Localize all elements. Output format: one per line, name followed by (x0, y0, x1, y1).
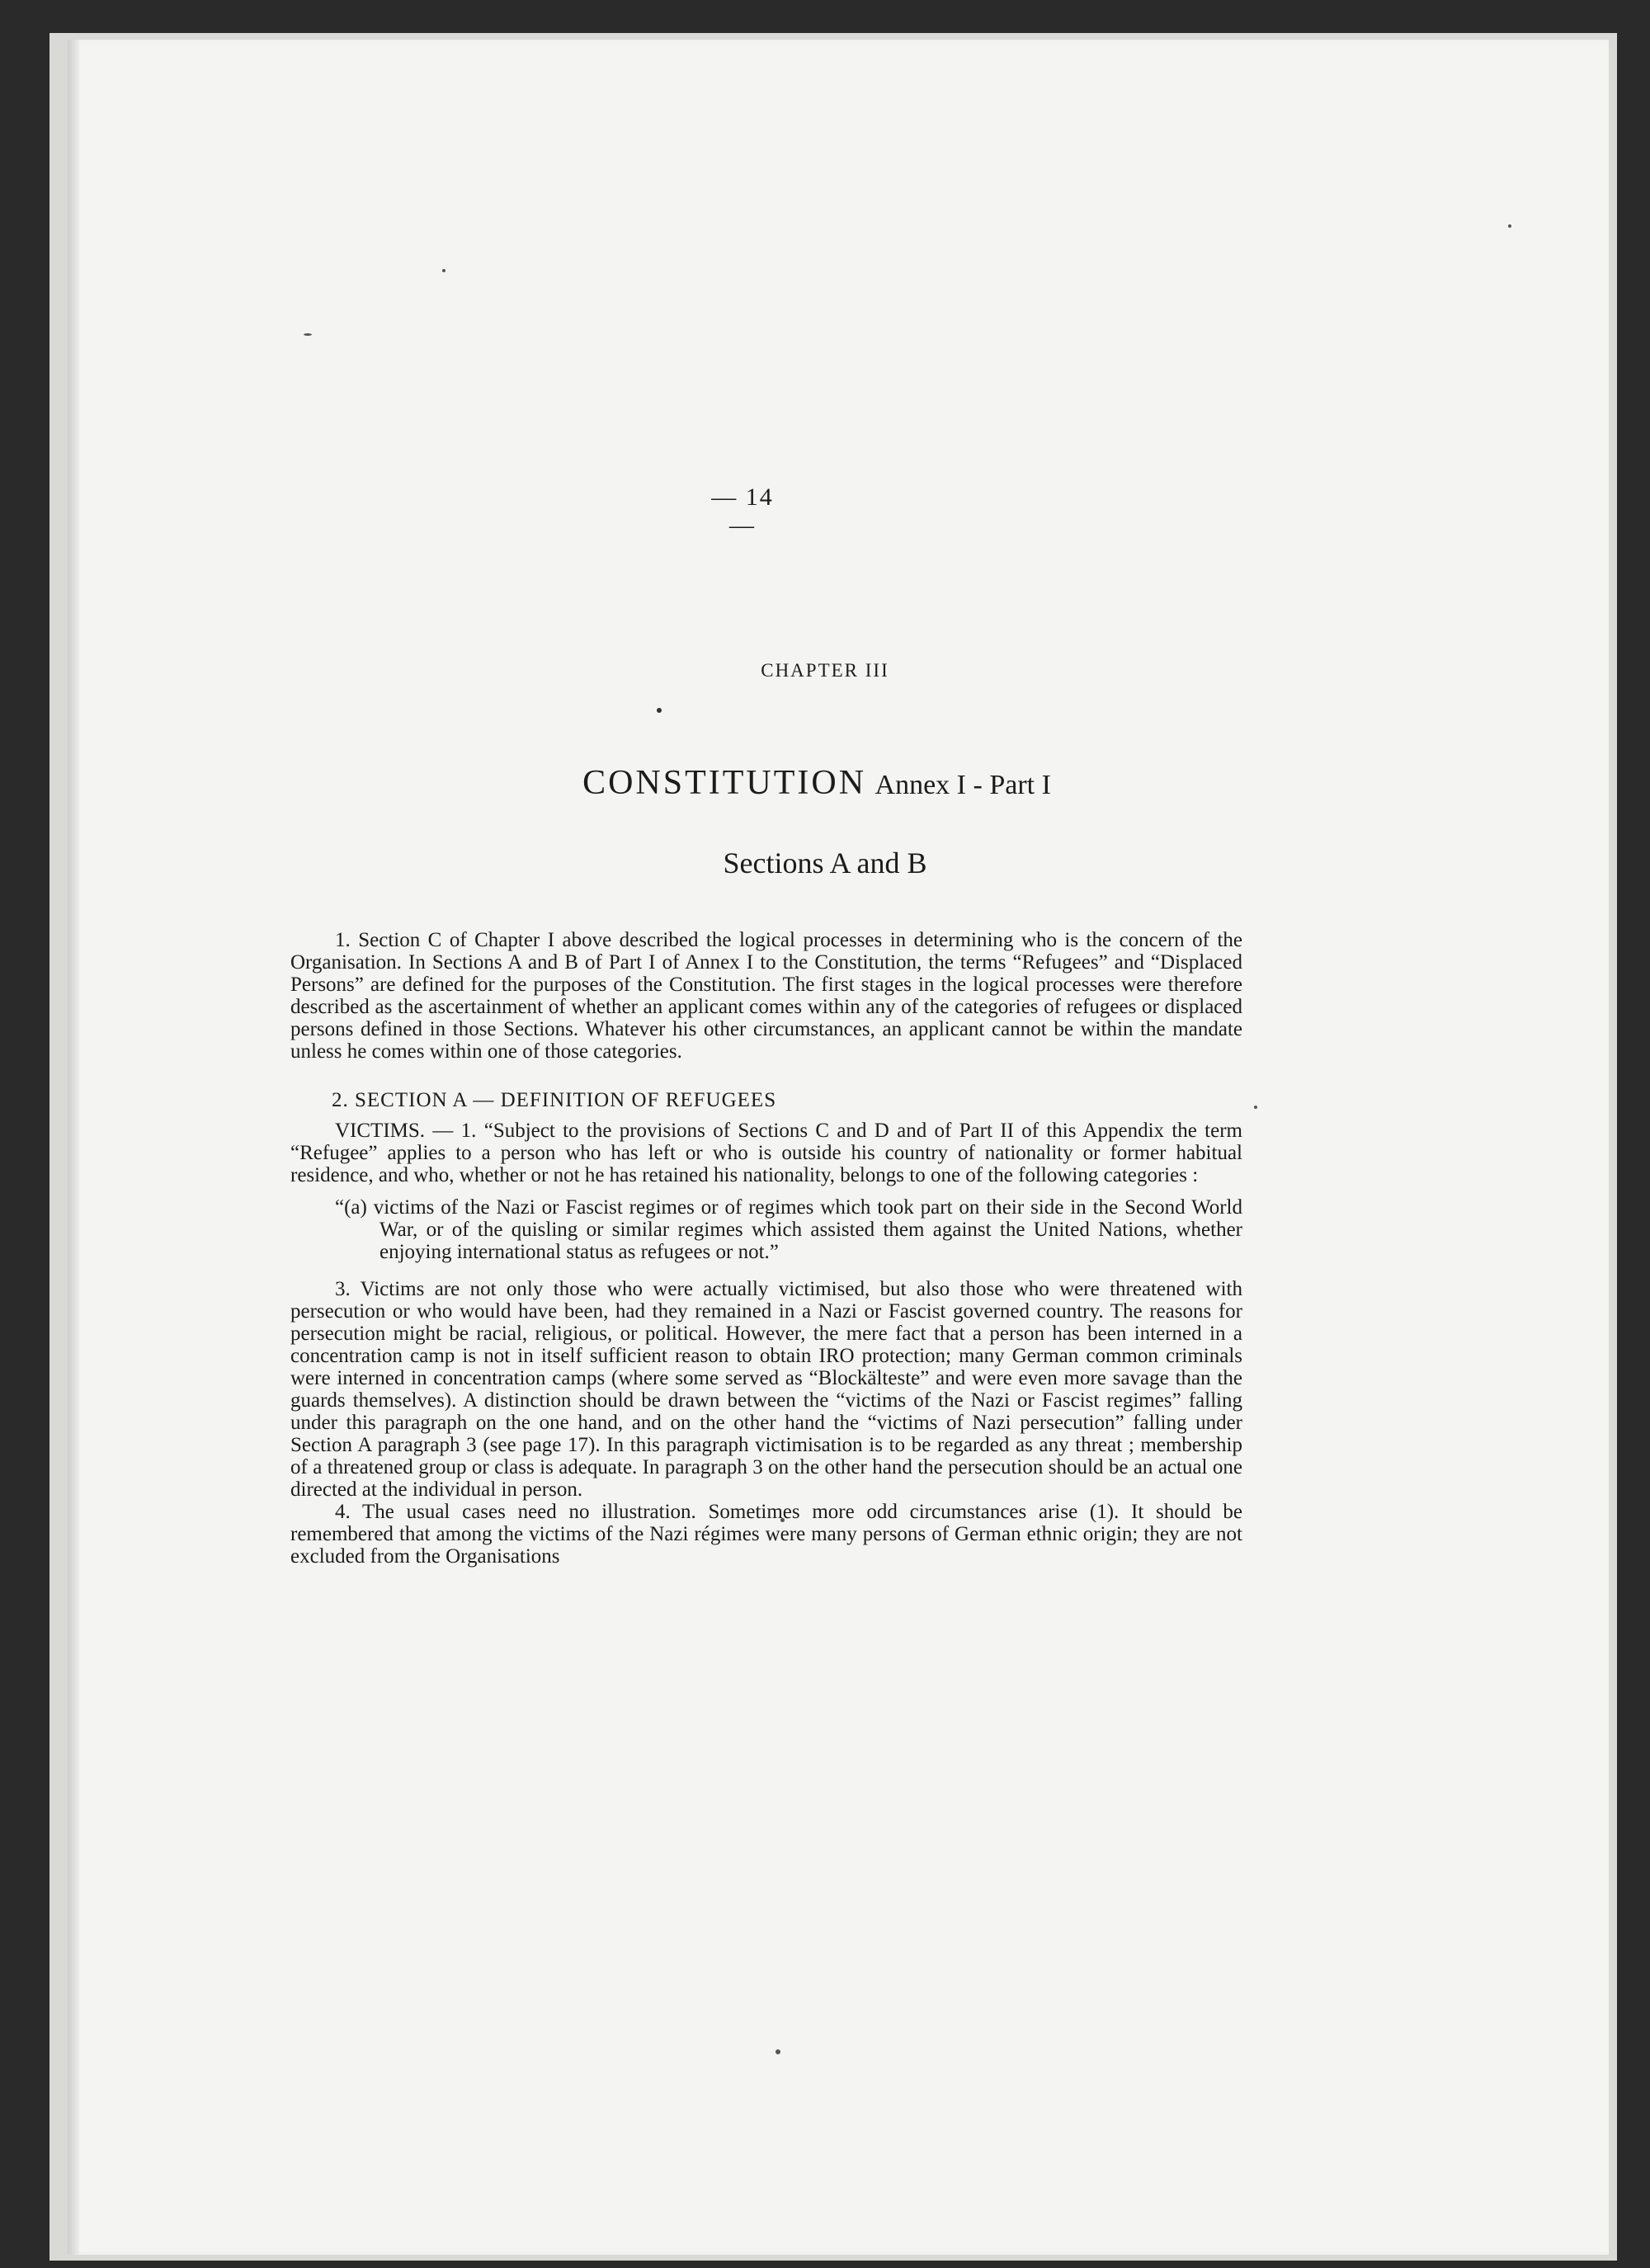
paragraph-1: 1. Section C of Chapter I above described the logical processes in determining who is the concern of the Organisation. In Sections A and B of Part I of Annex I to the Constitution, the terms “Refugees” and “Displaced Persons” are defined for the purposes of the Constitution. The first stages in the logical processes were therefore described as the ascertainment of whether an applicant comes within any of the categories of refugees or displaced persons defined in those Sections. Whatever his other circumstances, an applicant cannot be within the mandate unless he comes within one of those categories. (290, 929, 1242, 1063)
ink-dot (657, 708, 662, 713)
ink-speck (776, 2049, 780, 2054)
ink-speck (1254, 1106, 1257, 1109)
ink-speck (304, 333, 312, 336)
page-number: — 14 — (711, 483, 774, 539)
title-main: CONSTITUTION (582, 764, 867, 802)
paragraph-3: 3. Victims are not only those who were actually victimised, but also those who were threatened with persecution or who would have been, had they remained in a Nazi or Fascist governed country. The reasons for persecution might be racial, religious, or political. However, the mere fact that a person has been interned in a concentration camp is not in itself sufficient reason to obtain IRO protection; many German common criminals were interned in concentration camps (where some served as “Blockälteste” and were even more savage than the guards themselves). A distinction should be drawn between the “victims of the Nazi or Fascist regimes” falling under this paragraph on the one hand, and on the other hand the “victims of Nazi persecution” falling under Section A paragraph 3 (see page 17). In this paragraph victimisation is to be regarded as any threat ; membership of a threatened group or class is adequate. In paragraph 3 on the other hand the persecution should be an actual one directed at the individual in person. (290, 1278, 1242, 1501)
quoted-category-a: “(a) victims of the Nazi or Fascist regimes or of regimes which took part on their side in the Second World War, or of the quisling or similar regimes which assisted them against the United Nations, whether enjoying international status as refugees or not.” (335, 1196, 1242, 1263)
page-title (363, 763, 1270, 803)
title-rest: Annex I - Part I (874, 770, 1051, 800)
chapter-heading: CHAPTER III (761, 660, 889, 681)
ink-speck (442, 269, 446, 272)
ink-speck (1508, 224, 1511, 228)
paragraph-4: 4. The usual cases need no illustration. Sometimes more odd circumstances arise (1). It should be remembered that among the victims of the Nazi régimes were many persons of German ethnic origin; they are not excluded from the Organisations (290, 1501, 1242, 1568)
page-subtitle: Sections A and B (723, 846, 927, 879)
body-text (290, 929, 1242, 1568)
victims-paragraph: VICTIMS. — 1. “Subject to the provisions of Sections C and D and of Part II of this Appendix the term “Refugee” applies to a person who has left or who is outside his country of nationality or former habitual residence, and who, whether or not he has retained his nationality, belongs to one of the following categories : (290, 1120, 1242, 1186)
page-binding-edge (68, 40, 79, 2255)
section-heading: 2. SECTION A — DEFINITION OF REFUGEES (332, 1089, 777, 1111)
